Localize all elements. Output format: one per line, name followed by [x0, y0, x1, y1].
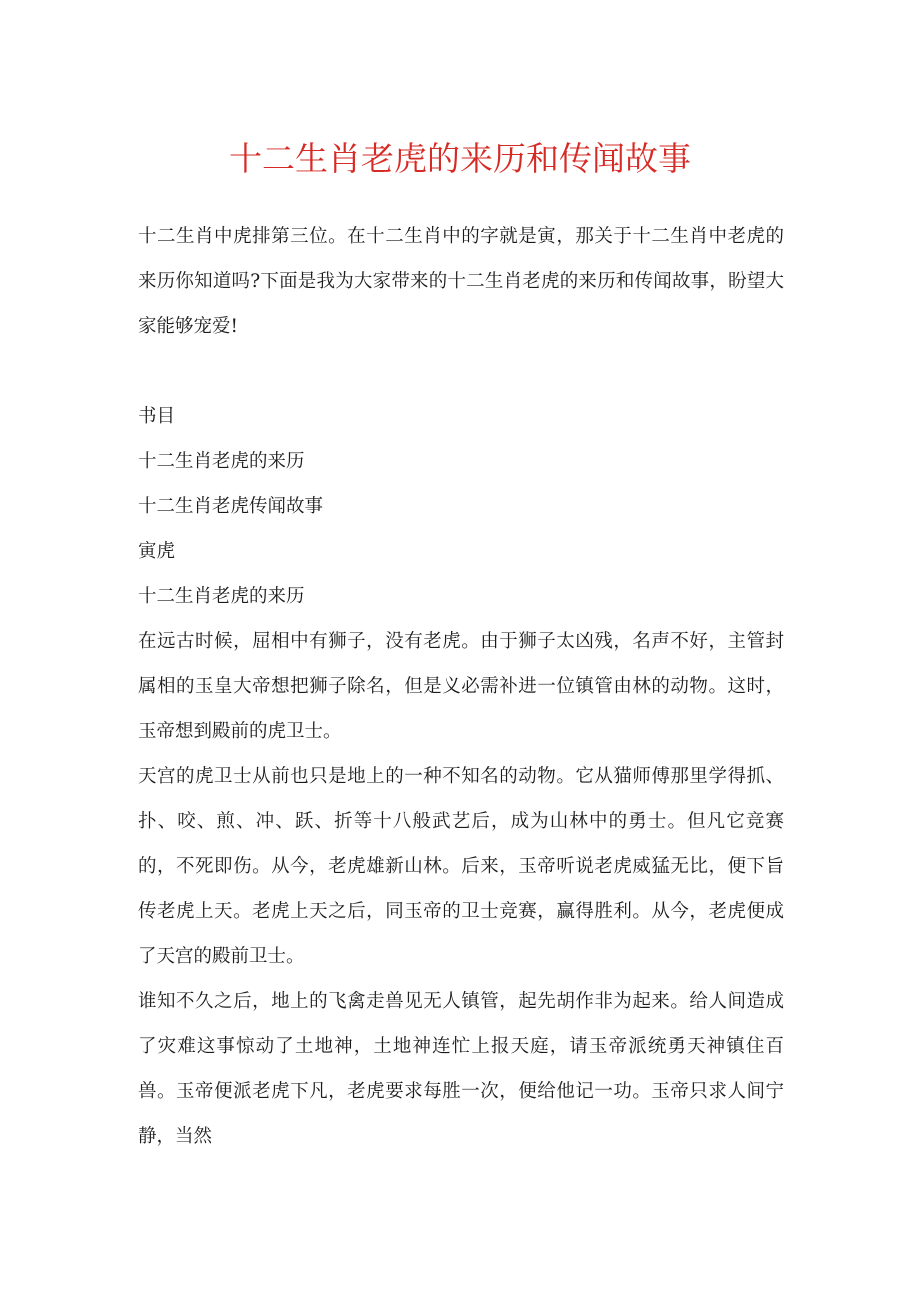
toc-item: 十二生肖老虎的来历 [138, 451, 305, 472]
document-title: 十二生肖老虎的来历和传闻故事 [229, 139, 691, 178]
toc-item: 十二生肖老虎传闻故事 [138, 496, 324, 517]
body-paragraph: 天宫的虎卫士从前也只是地上的一种不知名的动物。它从猫师傅那里学得抓、扑、咬、煎、冲、跃、折等十八般武艺后，成为山林中的勇士。但凡它竞赛的，不死即伤。从今，老虎雄新山林。后来，玉帝听说老虎威猛无比，便下旨传老虎上天。老虎上天之后，同玉帝的卫士竞赛，赢得胜利。从今，老虎便成了天宫的殿前卫士。 [138, 766, 784, 967]
toc-item: 寅虎 [138, 541, 176, 562]
body-paragraph: 谁知不久之后，地上的飞禽走兽见无人镇管，起先胡作非为起来。给人间造成了灾难这事惊动了土地神，土地神连忙上报天庭，请玉帝派统勇天神镇住百兽。玉帝便派老虎下凡，老虎要求每胜一次，便给他记一功。玉帝只求人间宁静，当然 [138, 991, 784, 1147]
body-paragraph: 在远古时候，屈相中有狮子，没有老虎。由于狮子太凶残，名声不好，主管封属相的玉皇大帝想把狮子除名，但是义必需补进一位镇管由林的动物。这时，玉帝想到殿前的虎卫士。 [138, 631, 784, 742]
intro-paragraph: 十二生肖中虎排第三位。在十二生肖中的字就是寅，那关于十二生肖中老虎的来历你知道吗?下面是我为大家带来的十二生肖老虎的来历和传闻故事，盼望大家能够宠爱! [138, 226, 784, 337]
document-body [138, 214, 784, 1159]
toc-heading: 书目 [138, 406, 176, 427]
section-heading: 十二生肖老虎的来历 [138, 586, 305, 607]
